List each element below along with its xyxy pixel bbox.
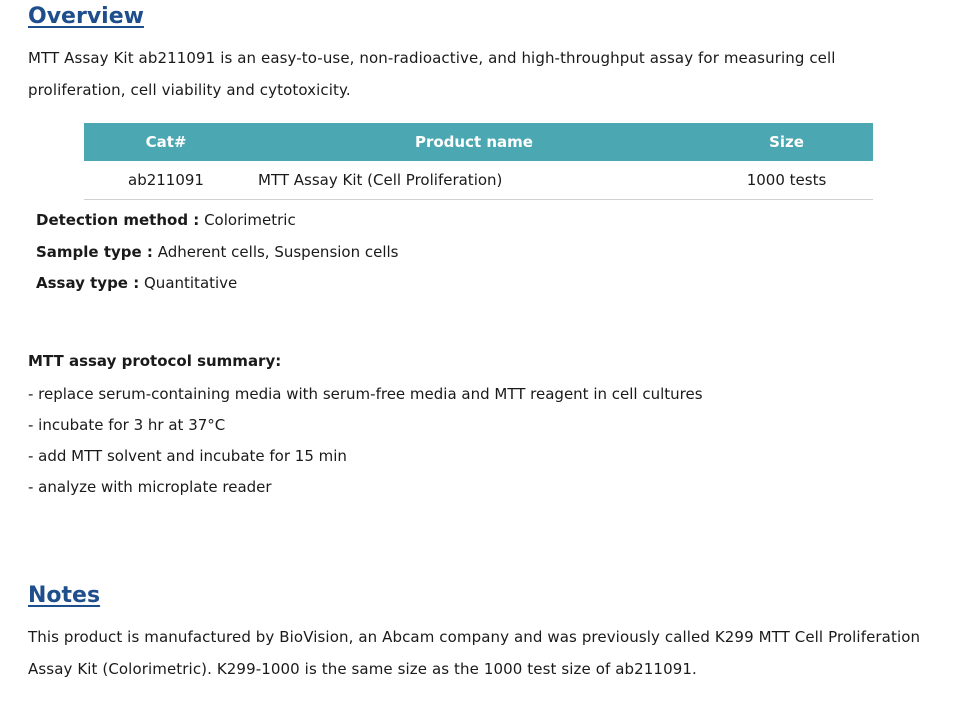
cell-product-name: MTT Assay Kit (Cell Proliferation)	[248, 161, 700, 200]
spec-assay-type	[36, 273, 237, 293]
overview-description: MTT Assay Kit ab211091 is an easy-to-use, non-radioactive, and high-throughput assay for measuring cell proliferation, cell viability and cytotoxicity.	[28, 49, 836, 99]
spec-label: Assay type :	[36, 274, 140, 292]
column-header-product-name: Product name	[248, 123, 700, 161]
overview-heading: Overview	[28, 4, 144, 29]
protocol-step: - replace serum-containing media with serum-free media and MTT reagent in cell cultures	[28, 385, 703, 403]
spec-label: Detection method :	[36, 211, 200, 229]
spec-value: Colorimetric	[204, 211, 296, 229]
table-header-row	[84, 123, 873, 161]
product-table	[84, 123, 873, 200]
spec-value: Quantitative	[144, 274, 238, 292]
spec-sample-type	[36, 242, 399, 262]
spec-value: Adherent cells, Suspension cells	[157, 243, 399, 261]
spec-detection-method	[36, 210, 296, 230]
protocol-step: - incubate for 3 hr at 37°C	[28, 416, 226, 434]
spec-label: Sample type :	[36, 243, 153, 261]
cell-size: 1000 tests	[700, 161, 873, 200]
column-header-size: Size	[700, 123, 873, 161]
notes-heading: Notes	[28, 583, 101, 608]
cell-cat-number: ab211091	[84, 161, 248, 200]
protocol-summary-heading: MTT assay protocol summary:	[28, 352, 282, 370]
column-header-cat: Cat#	[84, 123, 248, 161]
protocol-step: - add MTT solvent and incubate for 15 min	[28, 447, 347, 465]
protocol-step: - analyze with microplate reader	[28, 478, 272, 496]
table-row	[84, 161, 873, 200]
notes-description: This product is manufactured by BioVision, an Abcam company and was previously called K299 MTT Cell Proliferation Assay Kit (Colorimetric). K299-1000 is the same size as the 1000 test size of ab211091.	[28, 628, 921, 678]
